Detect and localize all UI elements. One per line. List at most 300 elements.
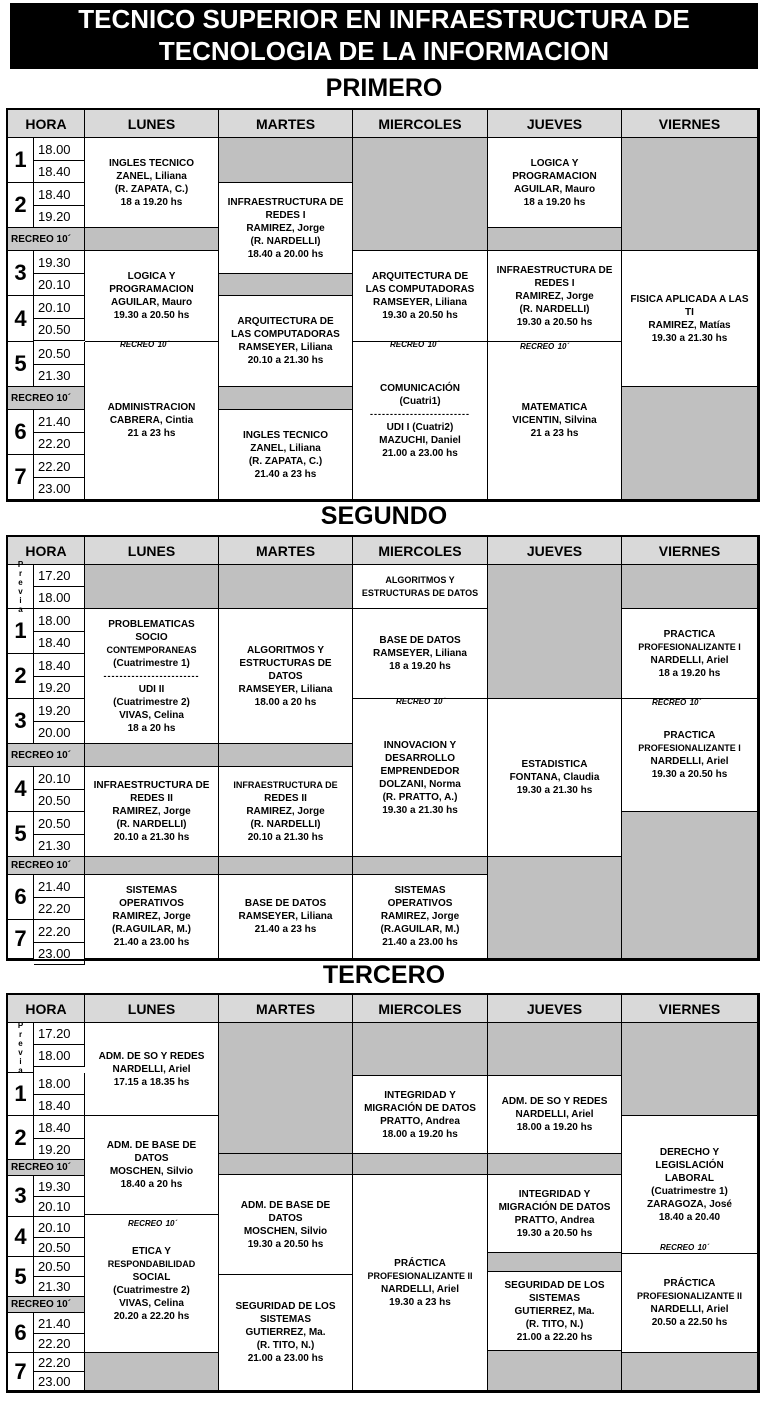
time-slot: [34, 898, 85, 920]
period-number: [8, 251, 34, 296]
period-number: [8, 920, 34, 959]
class-line: PROFESIONALIZANTE II: [367, 1270, 473, 1281]
time-slot: [34, 365, 85, 387]
period-number: [8, 1257, 34, 1297]
time-label: 19.30: [38, 254, 71, 270]
previa-letter: v: [18, 1047, 23, 1057]
column-header-miercoles: [353, 110, 488, 138]
empty-slot: [353, 857, 488, 875]
class-line: REDES I: [265, 209, 306, 221]
column-header-label: VIERNES: [658, 1000, 721, 1017]
class-line: 18.00 a 19.20 hs: [516, 1122, 593, 1133]
empty-slot: [622, 1023, 758, 1116]
empty-slot: [488, 228, 622, 251]
class-line: PRATTO, Andrea: [514, 1214, 595, 1226]
class-line: REDES I: [534, 277, 575, 289]
time-label: 20.50: [38, 1259, 71, 1274]
class-line: SEGURIDAD DE LOS: [235, 1301, 336, 1312]
class-seguridad-sistemas: [219, 1275, 353, 1391]
class-line: (R. NARDELLI): [519, 303, 590, 315]
column-header-label: MIERCOLES: [378, 1000, 462, 1017]
class-line: 19.30 a 21.30 hs: [516, 785, 593, 796]
class-line: 19.30 a 21.30 hs: [651, 332, 728, 344]
class-line: 20.10 a 21.30 hs: [247, 832, 324, 843]
class-line: DESARROLLO: [385, 752, 455, 764]
time-slot: [34, 920, 85, 943]
class-line: MIGRACIÓN DE DATOS: [364, 1102, 476, 1114]
class-line: 19.30 a 20.50 hs: [247, 1238, 324, 1250]
time-slot: [34, 1023, 85, 1045]
class-algoritmos-mie: [353, 565, 488, 609]
time-slot: [34, 1095, 85, 1116]
column-header-martes: [219, 537, 353, 565]
class-line: RAMIREZ, Jorge: [112, 911, 191, 922]
recreo-tag-text: RECREO: [652, 698, 687, 707]
recreo-tag: [396, 693, 445, 707]
class-line: MATEMATICA: [521, 402, 588, 413]
previa-letter: v: [18, 586, 23, 596]
column-header-jueves: [488, 110, 622, 138]
class-line: SOCIO: [135, 631, 168, 643]
class-etica-responsabilidad: [85, 1215, 219, 1353]
class-line: 21.40 a 23 hs: [254, 924, 317, 935]
class-practica-prof-1: [622, 609, 758, 699]
class-line: (R. PRATTO, A.): [382, 791, 458, 803]
class-line: 21.00 a 23.00 hs: [247, 1353, 324, 1364]
empty-slot: [85, 857, 219, 875]
class-base-de-datos-mie: [353, 609, 488, 699]
time-slot: [34, 1257, 85, 1277]
column-header-miercoles: [353, 995, 488, 1023]
recreo-row-text: RECREO 10´: [11, 1299, 72, 1310]
class-infraestructura-redes-1-jue: [488, 251, 622, 342]
class-line: NARDELLI, Ariel: [650, 756, 729, 767]
class-adm-so-redes: [85, 1023, 219, 1116]
previa-letter: r: [18, 568, 23, 578]
time-slot: [34, 722, 85, 744]
empty-slot: [353, 138, 488, 251]
time-slot: [34, 699, 85, 722]
empty-slot: [219, 1154, 353, 1175]
column-header-label: MARTES: [255, 1000, 316, 1017]
class-line: REDES II: [130, 793, 173, 804]
period-number: [8, 1116, 34, 1160]
class-line: RAMIREZ, Matías: [648, 319, 731, 331]
time-label: 20.50: [38, 322, 71, 337]
class-line: PRÁCTICA: [394, 1257, 446, 1269]
class-line: DOLZANI, Norma: [379, 778, 461, 790]
class-infraestructura-redes-2-mar: [219, 767, 353, 857]
time-label: 17.20: [38, 568, 71, 583]
class-line: COMUNICACIÓN: [380, 382, 460, 394]
document-title: [10, 3, 758, 69]
recreo-row-text: RECREO 10´: [11, 860, 72, 871]
class-line: LAS COMPUTADORAS: [231, 329, 340, 340]
time-label: 23.00: [38, 481, 71, 496]
section-title-segundo: SEGUNDO: [320, 502, 448, 530]
time-slot: [34, 251, 85, 274]
class-line: (R. NARDELLI): [250, 235, 321, 247]
class-line: VIVAS, Celina: [119, 1297, 184, 1309]
class-line: RAMSEYER, Liliana: [373, 297, 467, 308]
period-number-label: 5: [14, 1263, 27, 1289]
class-line: DERECHO Y: [659, 1146, 720, 1158]
time-label: 21.30: [38, 838, 71, 853]
class-arquitectura-computadoras-mie: [353, 251, 488, 342]
class-line: 20.10 a 21.30 hs: [247, 355, 324, 366]
time-label: 18.40: [38, 1097, 71, 1113]
class-line: (R. NARDELLI): [116, 819, 187, 830]
class-line: 18 a 19.20 hs: [523, 196, 586, 208]
class-line: GUTIERREZ, Ma.: [245, 1327, 326, 1338]
class-line: NARDELLI, Ariel: [650, 1304, 729, 1315]
class-line: 21 a 23 hs: [530, 428, 579, 439]
class-line: PROGRAMACION: [512, 170, 597, 182]
period-number: [8, 410, 34, 455]
previa-letter: i: [19, 1056, 22, 1066]
class-line: ALGORITMOS Y: [246, 644, 325, 656]
time-label: 19.20: [38, 680, 71, 695]
class-line: RAMIREZ, Jorge: [515, 290, 594, 302]
class-line: ESTRUCTURAS DE: [239, 657, 332, 669]
class-line: ARQUITECTURA DE: [237, 316, 334, 327]
period-number-label: 3: [14, 708, 27, 733]
time-label: 20.50: [38, 793, 71, 808]
class-ingles-tecnico-martes: [219, 410, 353, 500]
class-line: 21.40 a 23 hs: [254, 468, 317, 480]
class-line: CONTEMPORANEAS: [106, 644, 197, 655]
class-line: 18.40 a 20.40: [658, 1211, 721, 1223]
previa-letter: P: [17, 1020, 24, 1030]
time-slot: [34, 432, 85, 455]
period-number: [8, 1176, 34, 1217]
class-line: RAMSEYER, Liliana: [238, 683, 333, 695]
class-estadistica: [488, 699, 622, 857]
class-line: DATOS: [268, 1212, 303, 1224]
time-slot: [34, 319, 85, 341]
previa-label: [8, 1020, 34, 1075]
class-line: BASE DE DATOS: [379, 635, 461, 646]
class-line: 20.50 a 22.50 hs: [651, 1317, 728, 1328]
class-line: -------------------------: [370, 408, 470, 419]
class-line: (R.AGUILAR, M.): [112, 924, 191, 935]
recreo-tag-text: RECREO: [660, 1243, 695, 1252]
empty-slot: [219, 138, 353, 183]
time-slot: [34, 161, 85, 183]
class-line: PROGRAMACION: [109, 284, 194, 295]
period-number-label: 3: [14, 260, 27, 285]
class-line: (Cuatrimestre 1): [651, 1185, 728, 1197]
empty-slot: [219, 565, 353, 609]
class-line: 19.30 a 21.30 hs: [382, 804, 458, 816]
class-line: 17.15 a 18.35 hs: [113, 1076, 190, 1088]
class-line: REDES II: [264, 793, 307, 804]
class-line: NARDELLI, Ariel: [515, 1109, 594, 1120]
empty-slot: [488, 1154, 622, 1175]
time-slot: [34, 183, 85, 206]
class-line: ZANEL, Liliana: [250, 442, 321, 454]
class-adm-base-datos: [85, 1116, 219, 1215]
class-line: (Cuatrimestre 2): [113, 1284, 190, 1296]
time-label: 22.20: [38, 435, 71, 451]
class-line: CABRERA, Cintia: [109, 415, 194, 426]
empty-slot: [353, 1023, 488, 1076]
time-slot: [34, 1238, 85, 1257]
class-line: PRÁCTICA: [663, 1278, 716, 1289]
class-matematica: [488, 342, 622, 500]
class-logica-programacion: [85, 251, 219, 342]
empty-slot: [85, 1353, 219, 1391]
class-line: INFRAESTRUCTURA DE: [93, 780, 210, 791]
time-slot: [34, 296, 85, 319]
class-line: (R. NARDELLI): [250, 819, 321, 830]
class-adm-so-redes-jue: [488, 1076, 622, 1154]
class-line: RAMIREZ, Jorge: [380, 911, 460, 922]
column-header-label: HORA: [25, 115, 67, 132]
column-header-label: MARTES: [255, 115, 316, 132]
column-header-jueves: [488, 995, 622, 1023]
time-label: 18.40: [38, 1119, 71, 1135]
class-line: NARDELLI, Ariel: [650, 654, 729, 666]
empty-slot: [85, 565, 219, 609]
class-practica-prof-2-vie: [622, 1254, 758, 1353]
time-label: 19.20: [38, 209, 71, 224]
class-administracion: [85, 342, 219, 500]
time-label: 21.30: [38, 1279, 71, 1294]
class-line: AGUILAR, Mauro: [513, 183, 596, 195]
time-slot: [34, 1073, 85, 1095]
class-line: INGLES TECNICO: [242, 429, 328, 441]
class-line: 19.30 a 20.50 hs: [382, 310, 458, 321]
time-label: 20.10: [38, 1199, 71, 1214]
class-line: SISTEMAS: [259, 1314, 312, 1325]
empty-slot: [219, 1023, 353, 1154]
time-label: 23.00: [38, 1373, 71, 1389]
time-slot: [34, 609, 85, 632]
schedule-table-segundo: [6, 535, 760, 961]
previa-letter: a: [18, 604, 23, 614]
class-line: ESTRUCTURAS DE DATOS: [361, 587, 479, 598]
time-label: 18.00: [38, 612, 71, 628]
time-slot: [34, 478, 85, 500]
class-base-de-datos-mar: [219, 875, 353, 959]
class-line: SEGURIDAD DE LOS: [504, 1279, 605, 1291]
period-number-label: 2: [14, 192, 27, 217]
class-line: ------------------------: [103, 670, 200, 681]
class-line: DATOS: [134, 1153, 169, 1164]
time-label: 17.20: [38, 1026, 71, 1041]
column-header-label: JUEVES: [526, 115, 583, 132]
class-arquitectura-computadoras: [219, 296, 353, 387]
time-label: 19.30: [38, 1178, 71, 1194]
time-slot: [34, 1334, 85, 1353]
time-slot: [34, 632, 85, 654]
time-label: 20.10: [38, 770, 71, 786]
empty-slot: [219, 387, 353, 410]
time-label: 22.20: [38, 901, 71, 916]
period-number-label: 4: [14, 1223, 27, 1249]
class-line: 21.40 a 23.00 hs: [113, 937, 190, 948]
recreo-tag-text: RECREO: [128, 1219, 163, 1228]
class-line: 18 a 20 hs: [127, 722, 176, 734]
time-label: 22.20: [38, 1335, 71, 1351]
period-number-label: 5: [14, 351, 27, 376]
empty-slot: [85, 744, 219, 767]
time-slot: [34, 1045, 85, 1067]
period-number: [8, 699, 34, 744]
class-line: INTEGRIDAD Y: [384, 1089, 456, 1101]
class-line: 18.00 a 20 hs: [254, 696, 317, 708]
period-number-label: 6: [14, 1319, 27, 1345]
class-line: RAMIREZ, Jorge: [246, 806, 325, 817]
class-line: LABORAL: [665, 1172, 714, 1184]
time-label: 20.00: [38, 725, 71, 740]
period-number: [8, 138, 34, 183]
class-ingles-tecnico: [85, 138, 219, 228]
recreo-tag: [128, 1215, 177, 1229]
time-label: 19.20: [38, 1141, 71, 1157]
period-number-label: 4: [14, 305, 27, 331]
period-number-label: 2: [14, 1124, 27, 1150]
empty-slot: [488, 1351, 622, 1391]
class-line: VIVAS, Celina: [119, 709, 184, 721]
column-header-label: JUEVES: [526, 542, 583, 559]
class-logica-programacion-jue: [488, 138, 622, 228]
period-number: [8, 1217, 34, 1257]
recreo-row-label: [8, 857, 85, 875]
schedule-table-tercero: [6, 993, 760, 1393]
class-line: PROFESIONALIZANTE I: [638, 641, 741, 652]
time-label: 18.00: [38, 590, 71, 605]
time-slot: [34, 943, 85, 965]
time-slot: [34, 138, 85, 161]
class-line: 21.40 a 23.00 hs: [382, 937, 458, 948]
class-sistemas-operativos-mie: [353, 875, 488, 959]
recreo-tag-text: RECREO: [390, 340, 425, 349]
time-label: 21.40: [38, 878, 71, 894]
period-number-label: 4: [14, 776, 27, 801]
time-label: 20.50: [38, 815, 71, 831]
class-line: (Cuatri1): [399, 395, 441, 407]
section-title-tercero: TERCERO: [322, 961, 446, 989]
class-line: RESPONDABILIDAD: [107, 1258, 196, 1269]
recreo-tag-minutes: 10´: [165, 1219, 178, 1228]
class-line: OPERATIVOS: [387, 898, 453, 909]
time-label: 22.20: [38, 458, 71, 474]
recreo-row-text: RECREO 10´: [11, 392, 72, 404]
previa-letter: P: [17, 559, 24, 569]
title-line-1: TECNICO SUPERIOR EN INFRAESTRUCTURA DE: [78, 4, 690, 34]
recreo-tag-minutes: 10´: [689, 698, 702, 707]
class-line: PRACTICA: [663, 628, 716, 640]
time-label: 18.40: [38, 164, 71, 179]
class-line: 19.30 a 20.50 hs: [516, 1227, 593, 1239]
class-line: ALGORITMOS Y: [385, 574, 455, 585]
class-line: PROFESIONALIZANTE I: [638, 743, 741, 753]
column-header-label: MARTES: [255, 542, 316, 559]
class-line: RAMSEYER, Liliana: [373, 648, 467, 659]
column-header-miercoles: [353, 537, 488, 565]
class-line: 18 a 19.20 hs: [389, 661, 451, 672]
period-number: [8, 342, 34, 387]
time-label: 20.50: [38, 1239, 71, 1255]
class-line: NARDELLI, Ariel: [112, 1063, 191, 1075]
period-number: [8, 1073, 34, 1116]
recreo-tag-minutes: 10´: [157, 340, 170, 349]
class-line: (R. TITO, N.): [525, 1318, 584, 1330]
class-line: PROFESIONALIZANTE II: [636, 1291, 742, 1301]
time-slot: [34, 1176, 85, 1197]
empty-slot: [219, 857, 353, 875]
empty-slot: [488, 1023, 622, 1076]
time-slot: [34, 342, 85, 365]
class-line: 21.00 a 22.20 hs: [516, 1331, 593, 1343]
previa-label: [8, 559, 34, 614]
recreo-tag-minutes: 10´: [557, 342, 570, 351]
recreo-row-text: RECREO 10´: [11, 1162, 72, 1173]
class-line: (R. ZAPATA, C.): [114, 183, 189, 195]
class-line: ADM. DE BASE DE: [240, 1199, 331, 1211]
time-label: 21.40: [38, 413, 71, 429]
time-slot: [34, 587, 85, 609]
class-line: PRACTICA: [663, 730, 716, 741]
time-label: 22.20: [38, 1354, 71, 1370]
recreo-tag: [652, 694, 701, 708]
time-slot: [34, 1372, 85, 1391]
class-infraestructura-redes-1: [219, 183, 353, 274]
class-line: AGUILAR, Mauro: [110, 297, 193, 308]
time-label: 20.50: [38, 345, 71, 361]
recreo-tag: [520, 338, 569, 352]
class-sistemas-operativos: [85, 875, 219, 959]
column-header-viernes: [622, 995, 758, 1023]
class-seguridad-sistemas-jue: [488, 1272, 622, 1351]
empty-slot: [488, 857, 622, 959]
class-line: 21.00 a 23.00 hs: [382, 447, 458, 459]
column-header-label: VIERNES: [658, 542, 721, 559]
period-number-label: 1: [14, 618, 27, 643]
empty-slot: [622, 387, 758, 500]
column-header-label: VIERNES: [658, 115, 721, 132]
column-header-lunes: [85, 110, 219, 138]
class-practica-prof-2: [353, 1175, 488, 1391]
column-header-label: HORA: [25, 1000, 67, 1017]
time-slot: [34, 812, 85, 835]
previa-letter: i: [19, 595, 22, 605]
class-line: INFRAESTRUCTURA DE: [233, 780, 338, 790]
class-line: (R. TITO, N.): [256, 1340, 315, 1351]
column-header-label: MIERCOLES: [378, 115, 462, 132]
time-slot: [34, 1139, 85, 1160]
class-line: GUTIERREZ, Ma.: [514, 1305, 595, 1317]
class-problematicas-udi2: [85, 609, 219, 744]
class-line: ADM. DE SO Y REDES: [501, 1096, 608, 1107]
time-label: 20.10: [38, 1219, 71, 1235]
period-number-label: 7: [14, 464, 27, 489]
empty-slot: [622, 812, 758, 959]
class-line: ADMINISTRACION: [107, 402, 196, 413]
time-slot: [34, 1353, 85, 1372]
time-label: 18.40: [38, 635, 71, 650]
class-comunicacion-udi: [353, 342, 488, 500]
period-number-label: 3: [14, 1183, 27, 1208]
time-slot: [34, 767, 85, 790]
class-line: RAMIREZ, Jorge: [112, 806, 191, 817]
empty-slot: [219, 274, 353, 296]
time-label: 20.10: [38, 299, 71, 315]
class-line: UDI II: [138, 683, 165, 695]
class-line: 21 a 23 hs: [127, 428, 176, 439]
